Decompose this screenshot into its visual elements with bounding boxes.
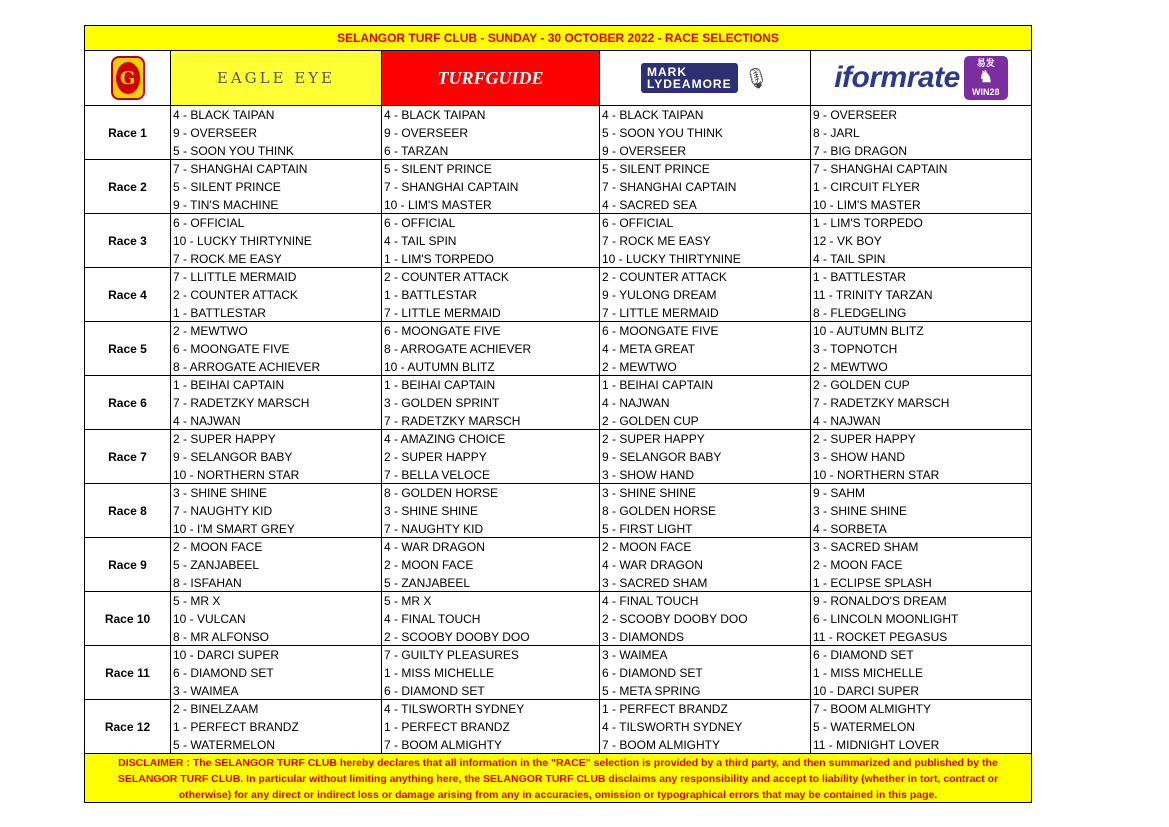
iformrate-selections [811,484,1031,537]
eagle-eye-selections [171,106,382,159]
selection-item: 5 - MR X [173,594,221,608]
selection-item: 10 - NORTHERN STAR [813,468,940,482]
race-label: Race 11 [85,646,171,699]
selection-item: 5 - FIRST LIGHT [602,522,693,536]
selection-item: 10 - LIM'S MASTER [813,198,921,212]
selection-item: 1 - PERFECT BRANDZ [602,702,728,716]
page-title: SELANGOR TURF CLUB - SUNDAY - 30 OCTOBER 2022 - RACE SELECTIONS [85,26,1031,51]
mark-lydeamore-selections [600,538,811,591]
race-label: Race 2 [85,160,171,213]
mark-lydeamore-selections [600,160,811,213]
selection-item: 3 - WAIMEA [173,684,239,698]
race-label: Race 12 [85,700,171,753]
selection-item: 7 - LITTLE MERMAID [384,306,501,320]
selection-item: 2 - COUNTER ATTACK [384,270,509,284]
selection-item: 5 - WATERMELON [173,738,276,752]
turfguide-selections [382,376,600,429]
selection-item: 10 - DARCI SUPER [813,684,920,698]
iformrate-logo [834,56,1008,100]
selection-item: 2 - SUPER HAPPY [173,432,276,446]
race-row [85,214,1031,268]
mark-lydeamore-selections [600,214,811,267]
selection-item: 3 - SHOW HAND [602,468,695,482]
turfguide-selections [382,700,600,753]
selection-item: 1 - LIM'S TORPEDO [813,216,923,230]
selection-item: 8 - ARROGATE ACHIEVER [384,342,532,356]
selection-item: 11 - ROCKET PEGASUS [813,630,948,644]
mark-lydeamore-selections [600,106,811,159]
win28-badge [964,56,1008,100]
selection-item: 4 - TAIL SPIN [384,234,457,248]
mark-lydeamore-selections [600,322,811,375]
selection-item: 10 - AUTUMN BLITZ [384,360,495,374]
selection-item: 4 - BLACK TAIPAN [602,108,704,122]
selection-item: 7 - BOOM ALMIGHTY [384,738,503,752]
selection-item: 4 - NAJWAN [173,414,241,428]
selection-item: 8 - ARROGATE ACHIEVER [173,360,321,374]
selection-item: 1 - MISS MICHELLE [384,666,495,680]
selection-item: 9 - OVERSEER [602,144,687,158]
selection-item: 10 - LUCKY THIRTYNINE [173,234,312,248]
eagle-eye-logo: EAGLE EYE [171,51,381,105]
turfguide-logo: TURFGUIDE [382,51,599,105]
selection-item: 1 - PERFECT BRANDZ [173,720,299,734]
selection-item: 8 - ISFAHAN [173,576,242,590]
selection-item: 5 - ZANJABEEL [384,576,471,590]
selection-item: 5 - SOON YOU THINK [602,126,723,140]
selection-item: 4 - WAR DRAGON [384,540,485,554]
selection-item: 2 - SUPER HAPPY [602,432,705,446]
mark-lydeamore-selections [600,268,811,321]
selection-item: 7 - BOOM ALMIGHTY [813,702,932,716]
selection-item: 4 - WAR DRAGON [602,558,703,572]
mark-lydeamore-selections [600,700,811,753]
stc-logo-letter: G [116,62,140,94]
selection-item: 2 - MOON FACE [602,540,692,554]
race-label: Race 9 [85,538,171,591]
race-row [85,322,1031,376]
selection-item: 2 - GOLDEN CUP [813,378,910,392]
race-label: Race 7 [85,430,171,483]
race-label: Race 6 [85,376,171,429]
selection-item: 10 - NORTHERN STAR [173,468,300,482]
selection-item: 6 - OFFICIAL [602,216,674,230]
iformrate-wordmark: iformrate [834,61,960,94]
selection-item: 7 - SHANGHAI CAPTAIN [602,180,737,194]
selection-item: 2 - SUPER HAPPY [384,450,487,464]
iformrate-selections [811,322,1031,375]
selection-item: 6 - MOONGATE FIVE [384,324,501,338]
selection-item: 2 - MOON FACE [173,540,263,554]
horse-icon: ♞ [978,69,993,86]
selection-item: 10 - DARCI SUPER [173,648,280,662]
selection-item: 11 - MIDNIGHT LOVER [813,738,940,752]
selection-item: 7 - NAUGHTY KID [384,522,484,536]
eagle-eye-selections [171,160,382,213]
iformrate-selections [811,376,1031,429]
eagle-eye-selections [171,592,382,645]
selection-item: 5 - META SPRING [602,684,701,698]
selection-item: 2 - SCOOBY DOOBY DOO [384,630,530,644]
selection-item: 4 - SACRED SEA [602,198,697,212]
mark-lydeamore-selections [600,484,811,537]
selection-item: 4 - TAIL SPIN [813,252,886,266]
selection-item: 1 - BATTLESTAR [173,306,266,320]
win28-badge-text: WIN28 [972,87,1000,97]
selection-item: 4 - NAJWAN [813,414,881,428]
race-row [85,430,1031,484]
selection-item: 9 - RONALDO'S DREAM [813,594,947,608]
selection-item: 10 - LUCKY THIRTYNINE [602,252,741,266]
selection-item: 1 - LIM'S TORPEDO [384,252,494,266]
mark-lydeamore-line2: LYDEAMORE [647,77,732,91]
selection-item: 1 - CIRCUIT FLYER [813,180,920,194]
selection-item: 7 - BOOM ALMIGHTY [602,738,721,752]
selection-item: 7 - RADETZKY MARSCH [813,396,950,410]
selection-item: 3 - DIAMONDS [602,630,685,644]
selection-item: 4 - TILSWORTH SYDNEY [602,720,743,734]
turfguide-selections [382,322,600,375]
selection-item: 5 - SOON YOU THINK [173,144,294,158]
selection-item: 2 - BINELZAAM [173,702,259,716]
turfguide-selections [382,106,600,159]
selection-item: 2 - MEWTWO [602,360,677,374]
selection-item: 10 - AUTUMN BLITZ [813,324,924,338]
selection-item: 5 - ZANJABEEL [173,558,260,572]
iformrate-logo-cell [811,51,1031,105]
selection-item: 7 - LLITTLE MERMAID [173,270,297,284]
eagle-eye-selections [171,268,382,321]
eagle-eye-selections [171,484,382,537]
turfguide-logo-cell [382,51,600,105]
selection-item: 6 - DIAMOND SET [384,684,485,698]
turfguide-selections [382,214,600,267]
eagle-eye-selections [171,214,382,267]
race-rows [85,106,1031,754]
mark-lydeamore-selections [600,430,811,483]
selection-item: 1 - MISS MICHELLE [813,666,924,680]
selection-item: 3 - WAIMEA [602,648,668,662]
selection-item: 4 - SORBETA [813,522,887,536]
microphone-icon: 🎙 [743,67,769,90]
selection-item: 3 - SHINE SHINE [813,504,908,518]
tipster-logo-row [85,51,1031,106]
selection-item: 1 - BEIHAI CAPTAIN [602,378,714,392]
selection-item: 2 - SCOOBY DOOBY DOO [602,612,748,626]
mark-lydeamore-selections [600,646,811,699]
selection-item: 8 - FLEDGELING [813,306,907,320]
selection-item: 7 - ROCK ME EASY [173,252,282,266]
iformrate-selections [811,268,1031,321]
selection-item: 1 - PERFECT BRANDZ [384,720,510,734]
mark-lydeamore-logo-cell [600,51,811,105]
race-row [85,700,1031,754]
selection-item: 6 - DIAMOND SET [173,666,274,680]
selection-item: 10 - I'M SMART GREY [173,522,295,536]
selection-item: 9 - OVERSEER [813,108,898,122]
selection-item: 3 - SHINE SHINE [173,486,268,500]
selection-item: 3 - SHOW HAND [813,450,906,464]
selection-item: 7 - NAUGHTY KID [173,504,273,518]
eagle-eye-selections [171,322,382,375]
eagle-eye-selections [171,538,382,591]
selection-item: 7 - LITTLE MERMAID [602,306,719,320]
selection-item: 1 - ECLIPSE SPLASH [813,576,932,590]
selection-item: 4 - TILSWORTH SYDNEY [384,702,525,716]
race-row [85,592,1031,646]
selection-item: 2 - COUNTER ATTACK [602,270,727,284]
iformrate-selections [811,214,1031,267]
eagle-eye-selections [171,646,382,699]
selection-item: 1 - BATTLESTAR [813,270,906,284]
selection-item: 7 - GUILTY PLEASURES [384,648,519,662]
selection-item: 6 - OFFICIAL [173,216,245,230]
selection-item: 4 - FINAL TOUCH [384,612,481,626]
selection-item: 9 - TIN'S MACHINE [173,198,279,212]
selection-item: 1 - BEIHAI CAPTAIN [384,378,496,392]
turfguide-selections [382,484,600,537]
selection-item: 8 - GOLDEN HORSE [602,504,717,518]
iformrate-selections [811,700,1031,753]
selection-item: 4 - META GREAT [602,342,695,356]
selection-item: 6 - TARZAN [384,144,449,158]
win28-badge-cn: 易发 [976,58,995,68]
selection-item: 2 - SUPER HAPPY [813,432,916,446]
selection-item: 4 - NAJWAN [602,396,670,410]
eagle-eye-selections [171,430,382,483]
selection-item: 9 - SELANGOR BABY [173,450,293,464]
selection-item: 7 - ROCK ME EASY [602,234,711,248]
selection-item: 6 - MOONGATE FIVE [602,324,719,338]
selection-item: 6 - DIAMOND SET [813,648,914,662]
selection-item: 9 - SAHM [813,486,866,500]
selection-item: 8 - GOLDEN HORSE [384,486,499,500]
disclaimer-text: DISCLAIMER : The SELANGOR TURF CLUB hereby declares that all information in the "RACE" selection is provided by a third party, and then summarized and published by the SELANGOR TURF CLUB. In particular without limiting anything here, the SELANGOR TURF CLUB disclaims any responsibility and accept to liability (whether in tort, contract or otherwise) for any direct or indirect loss or damage arising from any in accuracies, omission or typographical errors that may be contained in this page. [85,754,1031,802]
selection-item: 3 - SHINE SHINE [602,486,697,500]
selection-item: 2 - GOLDEN CUP [602,414,699,428]
selection-item: 2 - COUNTER ATTACK [173,288,298,302]
selection-item: 11 - TRINITY TARZAN [813,288,933,302]
selection-item: 9 - OVERSEER [173,126,258,140]
mark-lydeamore-logo [641,63,769,93]
iformrate-selections [811,538,1031,591]
selection-item: 8 - MR ALFONSO [173,630,270,644]
selection-item: 6 - LINCOLN MOONLIGHT [813,612,959,626]
selection-item: 4 - FINAL TOUCH [602,594,699,608]
selection-item: 2 - MEWTWO [813,360,888,374]
selection-item: 4 - AMAZING CHOICE [384,432,506,446]
iformrate-selections [811,646,1031,699]
selection-item: 5 - MR X [384,594,432,608]
selection-item: 7 - SHANGHAI CAPTAIN [173,162,308,176]
selection-item: 10 - LIM'S MASTER [384,198,492,212]
selection-item: 5 - SILENT PRINCE [384,162,492,176]
selection-item: 7 - SHANGHAI CAPTAIN [384,180,519,194]
race-selections-sheet [84,25,1032,803]
selection-item: 2 - MOON FACE [384,558,474,572]
iformrate-selections [811,160,1031,213]
selection-item: 10 - VULCAN [173,612,246,626]
selection-item: 8 - JARL [813,126,860,140]
selection-item: 2 - MOON FACE [813,558,903,572]
selection-item: 2 - MEWTWO [173,324,248,338]
race-label: Race 5 [85,322,171,375]
selection-item: 5 - WATERMELON [813,720,916,734]
selection-item: 6 - MOONGATE FIVE [173,342,290,356]
selection-item: 3 - SACRED SHAM [813,540,919,554]
race-row [85,268,1031,322]
mark-lydeamore-selections [600,592,811,645]
club-logo-cell [85,51,171,105]
turfguide-selections [382,538,600,591]
stc-logo-icon [111,56,145,100]
race-row [85,376,1031,430]
turfguide-selections [382,646,600,699]
selection-item: 5 - SILENT PRINCE [173,180,281,194]
selection-item: 1 - BEIHAI CAPTAIN [173,378,285,392]
selection-item: 9 - YULONG DREAM [602,288,717,302]
turfguide-selections [382,592,600,645]
race-label: Race 10 [85,592,171,645]
iformrate-selections [811,592,1031,645]
selection-item: 12 - VK BOY [813,234,882,248]
race-row [85,160,1031,214]
race-label: Race 3 [85,214,171,267]
race-row [85,646,1031,700]
eagle-eye-logo-cell [171,51,382,105]
selection-item: 3 - GOLDEN SPRINT [384,396,500,410]
race-row [85,538,1031,592]
selection-item: 1 - BATTLESTAR [384,288,477,302]
turfguide-selections [382,430,600,483]
selection-item: 9 - OVERSEER [384,126,469,140]
mark-lydeamore-selections [600,376,811,429]
selection-item: 3 - SACRED SHAM [602,576,708,590]
mark-lydeamore-wordmark [641,63,738,93]
turfguide-selections [382,160,600,213]
selection-item: 7 - SHANGHAI CAPTAIN [813,162,948,176]
race-label: Race 4 [85,268,171,321]
selection-item: 5 - SILENT PRINCE [602,162,710,176]
selection-item: 7 - RADETZKY MARSCH [384,414,521,428]
selection-item: 3 - TOPNOTCH [813,342,898,356]
eagle-eye-selections [171,700,382,753]
selection-item: 4 - BLACK TAIPAN [173,108,275,122]
eagle-eye-selections [171,376,382,429]
race-label: Race 1 [85,106,171,159]
selection-item: 9 - SELANGOR BABY [602,450,722,464]
selection-item: 7 - BELLA VELOCE [384,468,491,482]
selection-item: 6 - DIAMOND SET [602,666,703,680]
turfguide-selections [382,268,600,321]
iformrate-selections [811,106,1031,159]
race-row [85,484,1031,538]
selection-item: 7 - BIG DRAGON [813,144,908,158]
race-label: Race 8 [85,484,171,537]
iformrate-selections [811,430,1031,483]
selection-item: 7 - RADETZKY MARSCH [173,396,310,410]
mark-lydeamore-line1: MARK [647,65,688,79]
selection-item: 4 - BLACK TAIPAN [384,108,486,122]
selection-item: 3 - SHINE SHINE [384,504,479,518]
race-row [85,106,1031,160]
selection-item: 6 - OFFICIAL [384,216,456,230]
